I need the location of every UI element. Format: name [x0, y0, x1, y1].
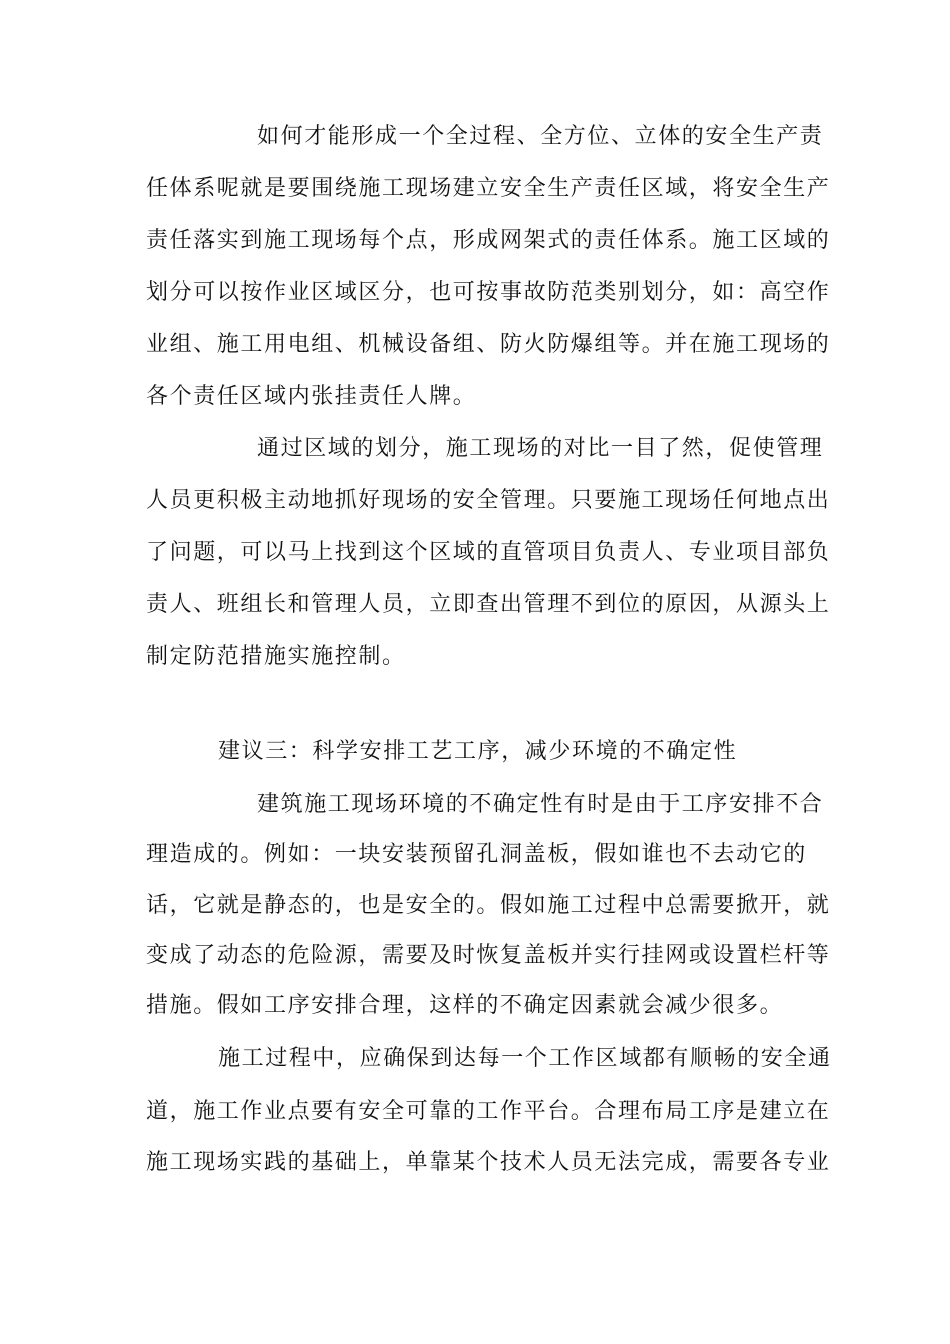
section-heading: 建议三：科学安排工艺工序，减少环境的不确定性 [218, 739, 738, 764]
paragraph-2-line-5: 制定防范措施实施控制。 [146, 644, 406, 669]
paragraph-3-line-5: 措施。假如工序安排合理，这样的不确定因素就会减少很多。 [146, 993, 784, 1018]
paragraph-1-line-5: 业组、施工用电组、机械设备组、防火防爆组等。并在施工现场的 [146, 332, 831, 357]
paragraph-4-line-3: 施工现场实践的基础上，单靠某个技术人员无法完成，需要各专业 [146, 1150, 831, 1175]
paragraph-3-line-4: 变成了动态的危险源，需要及时恢复盖板并实行挂网或设置栏杆等 [146, 943, 831, 968]
paragraph-2-line-2: 人员更积极主动地抓好现场的安全管理。只要施工现场任何地点出 [146, 488, 831, 513]
paragraph-1-line-1: 如何才能形成一个全过程、全方位、立体的安全生产责 [257, 124, 824, 149]
paragraph-1-line-3: 责任落实到施工现场每个点，形成网架式的责任体系。施工区域的 [146, 228, 831, 253]
paragraph-4-line-1: 施工过程中，应确保到达每一个工作区域都有顺畅的安全通 [218, 1046, 832, 1071]
paragraph-1-line-2: 任体系呢就是要围绕施工现场建立安全生产责任区域，将安全生产 [146, 176, 831, 201]
paragraph-2-line-3: 了问题，可以马上找到这个区域的直管项目负责人、专业项目部负 [146, 540, 831, 565]
paragraph-4-line-2: 道，施工作业点要有安全可靠的工作平台。合理布局工序是建立在 [146, 1099, 831, 1124]
paragraph-2-line-4: 责人、班组长和管理人员，立即查出管理不到位的原因，从源头上 [146, 592, 831, 617]
paragraph-3-line-2: 理造成的。例如：一块安装预留孔洞盖板，假如谁也不去动它的 [146, 842, 807, 867]
paragraph-2-line-1: 通过区域的划分，施工现场的对比一目了然，促使管理 [257, 436, 824, 461]
paragraph-3-line-1: 建筑施工现场环境的不确定性有时是由于工序安排不合 [257, 792, 824, 817]
paragraph-1-line-6: 各个责任区域内张挂责任人牌。 [146, 384, 477, 409]
paragraph-3-line-3: 话，它就是静态的，也是安全的。假如施工过程中总需要掀开，就 [146, 893, 831, 918]
paragraph-1-line-4: 划分可以按作业区域区分，也可按事故防范类别划分，如：高空作 [146, 280, 831, 305]
